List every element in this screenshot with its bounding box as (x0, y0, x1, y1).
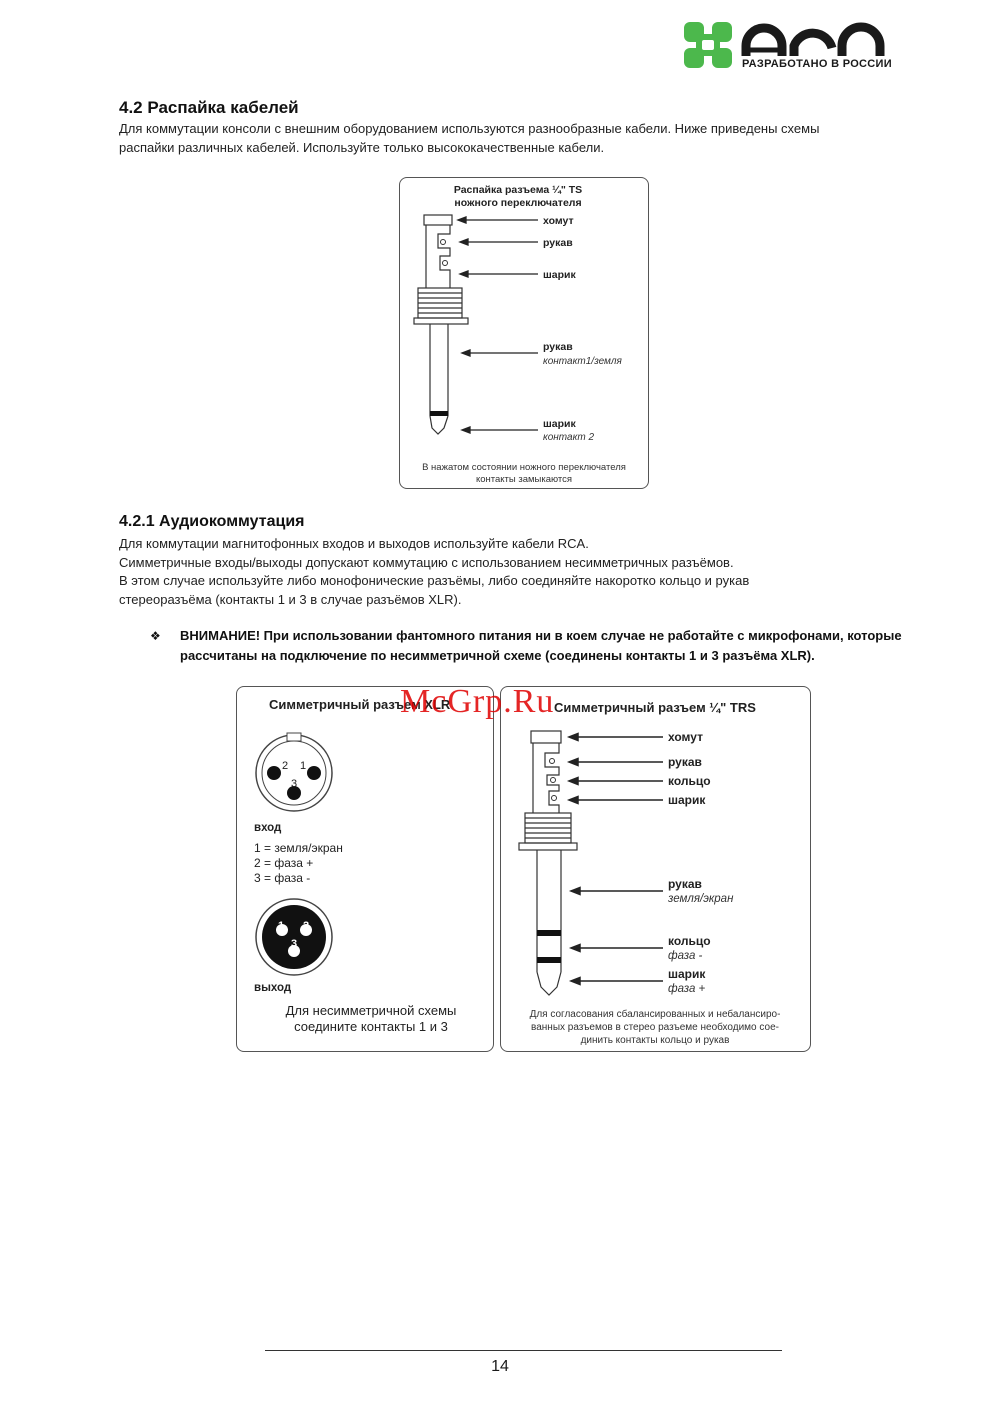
warning-line: ВНИМАНИЕ! При использовании фантомного питания ни в коем случае не работайте с микрофонами, которые (180, 628, 902, 643)
trs-label-koltso-2: кольцо (668, 934, 711, 948)
trs-note-1: Для согласования сбалансированных и небалансиро- (529, 1009, 781, 1020)
ts-note-1: В нажатом состоянии ножного переключателя (422, 462, 626, 473)
trs-insulator-band (537, 957, 561, 963)
xlr-title: Симметричный разъем XLR (269, 697, 451, 712)
watermark: McGrp.Ru (400, 683, 555, 720)
text-line: Симметричные входы/выходы допускают коммутацию с использованием несимметричных разъёмов. (119, 554, 734, 570)
text-line: Для коммутации консоли с внешним оборудованием используются разнообразные кабели. Ниже приведены схемы (119, 121, 820, 136)
trs-label-sharik-2-sub: фаза + (668, 983, 706, 995)
ts-note-2: контакты замыкаются (475, 474, 573, 485)
trs-title: Симметричный разъем ¼" TRS (554, 700, 756, 715)
trs-label-koltso: кольцо (668, 774, 711, 788)
xlr-pin-1-desc: 1 = земля/экран (254, 841, 343, 855)
xlr-out-pin-1: 1 (278, 920, 285, 932)
text-line: В этом случае используйте либо монофонические разъёмы, либо соединяйте накоротко кольцо и рукав (119, 573, 750, 588)
ts-title-2: ножного переключателя (454, 197, 582, 209)
xlr-note-2: соедините контакты 1 и 3 (294, 1019, 448, 1034)
text-line: распайки различных кабелей. Используйте только высококачественные кабели. (119, 139, 605, 155)
ts-label-sharik-2-sub: контакт 2 (543, 432, 595, 443)
xlr-note-1: Для несимметричной схемы (285, 1003, 457, 1018)
warning-line: рассчитаны на подключение по несимметричной схеме (соединены контакты 1 и 3 разъёма XLR). (180, 648, 815, 663)
text-line: Для коммутации магнитофонных входов и выходов используйте кабели RCA. (119, 536, 589, 551)
logo-tagline: РАЗРАБОТАНО В РОССИИ (742, 58, 892, 70)
trs-label-sharik-2: шарик (668, 967, 706, 981)
trs-diagram (501, 687, 810, 1051)
trs-label-rukav: рукав (668, 755, 702, 769)
trs-label-sharik: шарик (668, 793, 706, 807)
xlr-out-pin-3: 3 (291, 938, 298, 950)
xlr-pin-3-desc: 3 = фаза - (254, 871, 311, 885)
warning-text (180, 626, 902, 666)
section-title-4-2-1: 4.2.1 Аудиокоммутация (119, 513, 305, 530)
trs-contact-icon (551, 778, 556, 783)
ts-diagram-panel (399, 177, 649, 489)
section-title-4-2: 4.2 Распайка кабелей (119, 98, 299, 117)
trs-insulator-band (537, 930, 561, 936)
xlr-in-pin-2: 2 (282, 760, 289, 772)
trs-label-rukav-2: рукав (668, 877, 702, 891)
xlr-diagram-panel (236, 686, 494, 1052)
xlr-male-connector-icon (256, 899, 332, 975)
page-number: 14 (491, 1358, 509, 1375)
text-line: стереоразъёма (контакты 1 и 3 в случае разъёмов XLR). (119, 591, 462, 607)
xlr-in-pin-1: 1 (300, 760, 307, 772)
footer-divider (265, 1350, 782, 1351)
xlr-pin-2-desc: 2 = фаза + (254, 856, 314, 870)
ts-jack-icon (414, 215, 468, 434)
trs-label-koltso-2-sub: фаза - (668, 950, 703, 962)
trs-note-2: ванных разъемов в стерео разъеме необходимо сое- (531, 1022, 779, 1033)
xlr-female-connector-icon (256, 733, 332, 811)
ts-contact-icon (441, 240, 446, 245)
trs-label-rukav-2-sub: земля/экран (668, 893, 734, 905)
trs-note-3: динить контакты кольцо и рукав (580, 1035, 730, 1046)
ts-jack-diagram (400, 178, 648, 488)
xlr-output-label: выход (254, 982, 292, 994)
xlr-diagram (237, 687, 493, 1051)
trs-diagram-panel (500, 686, 811, 1052)
warning-bullet-icon: ❖ (150, 629, 161, 643)
xlr-input-label: вход (254, 822, 282, 834)
ts-label-rukav: рукав (543, 237, 573, 249)
xlr-out-pin-2: 2 (303, 920, 310, 932)
ts-label-sharik-2: шарик (543, 418, 576, 430)
xlr-in-pin-3: 3 (291, 778, 298, 790)
ts-label-sharik: шарик (543, 269, 576, 281)
ts-label-rukav-2-sub: контакт1/земля (543, 356, 622, 367)
trs-contact-icon (552, 796, 557, 801)
ts-insulator-band (430, 411, 448, 416)
logo (682, 18, 922, 78)
trs-label-khomut: хомут (668, 730, 703, 744)
ts-contact-icon (443, 261, 448, 266)
section-4-2-1-text (119, 535, 749, 609)
ts-label-rukav-2: рукав (543, 341, 573, 353)
ts-title-1: Распайка разъема ¼" TS (453, 184, 583, 196)
section-4-2-text (119, 120, 819, 157)
trs-jack-icon (519, 731, 577, 995)
trs-contact-icon (550, 759, 555, 764)
ts-label-khomut: хомут (543, 215, 574, 227)
